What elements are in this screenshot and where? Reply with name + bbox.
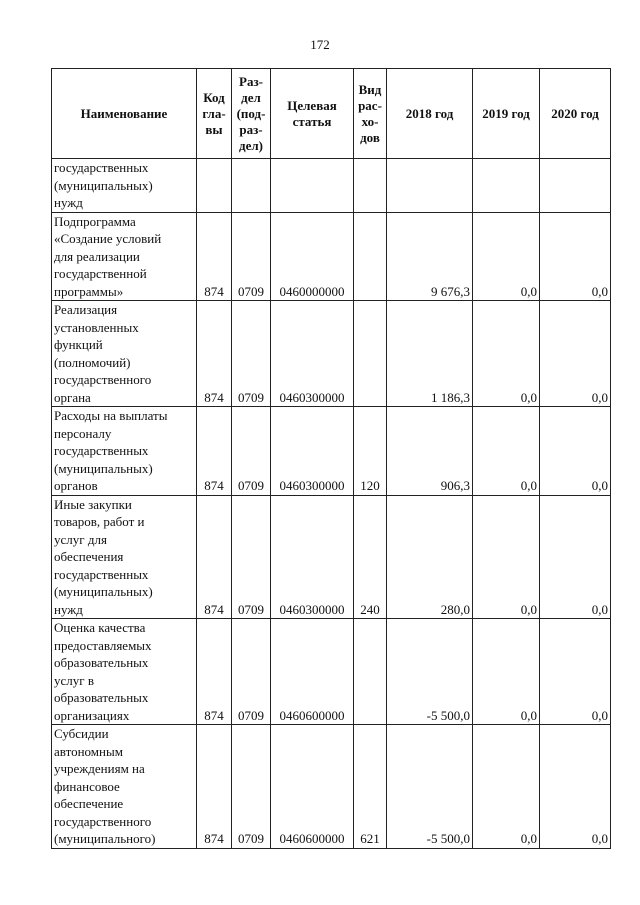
- row-name-line: программы»: [54, 283, 124, 299]
- cell-kod: 874: [197, 619, 232, 725]
- cell-y2019: 0,0: [473, 619, 540, 725]
- cell-y2020: 0,0: [540, 619, 611, 725]
- header-vid-line: хо-: [361, 113, 379, 129]
- header-vid-line: Вид: [358, 81, 382, 97]
- row-name: [52, 212, 197, 301]
- cell-kod: 874: [197, 212, 232, 301]
- cell-y2018: 906,3: [387, 407, 473, 496]
- budget-table: [51, 68, 611, 849]
- row-name-line: товаров, работ и: [54, 514, 145, 529]
- cell-razdel: 0709: [232, 301, 271, 407]
- row-name-line: «Создание условий: [54, 231, 162, 246]
- row-name-line: услуг в: [54, 672, 94, 688]
- cell-y2020: 0,0: [540, 725, 611, 849]
- header-razdel-line: дел): [239, 137, 263, 153]
- table-row: [52, 725, 611, 849]
- row-name: [52, 495, 197, 619]
- row-name-line: автономным: [54, 743, 123, 759]
- cell-kod: 874: [197, 495, 232, 619]
- cell-y2019: 0,0: [473, 212, 540, 301]
- header-kod-line: гла-: [202, 105, 226, 121]
- row-name-line: предоставляемых: [54, 637, 152, 653]
- table-row: [52, 212, 611, 301]
- header-kod-line: вы: [205, 121, 223, 137]
- row-name-line: финансовое: [54, 778, 120, 794]
- cell-razdel: 0709: [232, 619, 271, 725]
- header-razdel: [232, 69, 271, 159]
- row-name-line: Субсидии: [54, 726, 109, 741]
- header-vid-line: рас-: [358, 97, 382, 113]
- cell-razdel: 0709: [232, 495, 271, 619]
- row-name-line: государственного: [54, 813, 152, 829]
- cell-y2019: 0,0: [473, 407, 540, 496]
- row-name-line: функций: [54, 337, 103, 352]
- row-name-line: нужд: [54, 195, 83, 210]
- cell-y2019: 0,0: [473, 495, 540, 619]
- cell-y2018: -5 500,0: [387, 725, 473, 849]
- header-kod: [197, 69, 232, 159]
- row-name-line: образовательных: [54, 690, 149, 705]
- header-kod-line: Код: [203, 89, 225, 105]
- table-row: [52, 495, 611, 619]
- row-name-line: государственной: [54, 266, 147, 281]
- cell-kod: 874: [197, 301, 232, 407]
- row-name-line: установленных: [54, 319, 139, 335]
- row-name-line: Расходы на выплаты: [54, 408, 168, 423]
- row-name-line: государственных: [54, 566, 149, 582]
- header-row: [52, 69, 611, 159]
- row-name-line: (муниципального): [54, 831, 156, 846]
- cell-y2018: [387, 159, 473, 213]
- row-name-line: услуг для: [54, 531, 107, 547]
- cell-kod: 874: [197, 407, 232, 496]
- header-2020: 2020 год: [540, 69, 611, 159]
- row-name-line: обеспечение: [54, 796, 124, 811]
- header-target-line: статья: [292, 113, 332, 129]
- cell-y2020: 0,0: [540, 301, 611, 407]
- cell-y2018: 280,0: [387, 495, 473, 619]
- row-name-line: органов: [54, 478, 98, 493]
- cell-razdel: 0709: [232, 725, 271, 849]
- cell-vid: [354, 159, 387, 213]
- row-name: [52, 619, 197, 725]
- cell-y2020: 0,0: [540, 495, 611, 619]
- cell-target: 0460300000: [271, 407, 354, 496]
- row-name-line: учреждениям на: [54, 761, 145, 776]
- row-name-line: для реализации: [54, 248, 140, 264]
- table-body: [52, 159, 611, 849]
- row-name-line: (муниципальных): [54, 584, 153, 599]
- row-name-line: государственных: [54, 443, 149, 458]
- cell-kod: 874: [197, 725, 232, 849]
- cell-vid: [354, 212, 387, 301]
- cell-y2019: [473, 159, 540, 213]
- cell-razdel: [232, 159, 271, 213]
- cell-y2018: 1 186,3: [387, 301, 473, 407]
- row-name-line: государственного: [54, 372, 152, 387]
- row-name: [52, 159, 197, 213]
- cell-y2019: 0,0: [473, 725, 540, 849]
- row-name-line: (муниципальных): [54, 177, 153, 193]
- cell-target: 0460600000: [271, 619, 354, 725]
- cell-y2020: 0,0: [540, 407, 611, 496]
- cell-vid: [354, 619, 387, 725]
- cell-y2020: 0,0: [540, 212, 611, 301]
- header-vid: [354, 69, 387, 159]
- header-2019: 2019 год: [473, 69, 540, 159]
- row-name-line: органа: [54, 389, 91, 405]
- header-target: [271, 69, 354, 159]
- page-number: 172: [310, 37, 330, 52]
- row-name-line: персоналу: [54, 425, 112, 441]
- table-row: [52, 407, 611, 496]
- header-razdel-line: раз-: [239, 121, 263, 137]
- header-name: Наименование: [52, 69, 197, 159]
- table-row: [52, 301, 611, 407]
- row-name-line: Реализация: [54, 302, 118, 317]
- cell-target: 0460300000: [271, 301, 354, 407]
- cell-y2019: 0,0: [473, 301, 540, 407]
- cell-vid: 120: [354, 407, 387, 496]
- cell-razdel: 0709: [232, 212, 271, 301]
- row-name-line: Оценка качества: [54, 620, 146, 635]
- row-name-line: Иные закупки: [54, 496, 132, 512]
- cell-vid: [354, 301, 387, 407]
- table-row: [52, 619, 611, 725]
- cell-y2018: 9 676,3: [387, 212, 473, 301]
- row-name-line: обеспечения: [54, 549, 124, 564]
- cell-razdel: 0709: [232, 407, 271, 496]
- table-row: [52, 159, 611, 213]
- row-name-line: организациях: [54, 707, 130, 723]
- row-name: [52, 407, 197, 496]
- row-name-line: нужд: [54, 601, 83, 617]
- header-razdel-line: (под-: [236, 105, 266, 121]
- cell-target: 0460600000: [271, 725, 354, 849]
- cell-vid: 621: [354, 725, 387, 849]
- cell-target: [271, 159, 354, 213]
- header-target-line: Целевая: [287, 97, 337, 113]
- row-name-line: государственных: [54, 160, 149, 175]
- header-2018: 2018 год: [387, 69, 473, 159]
- row-name: [52, 725, 197, 849]
- cell-y2018: -5 500,0: [387, 619, 473, 725]
- header-razdel-line: дел: [241, 89, 261, 105]
- row-name: [52, 301, 197, 407]
- header-razdel-line: Раз-: [239, 73, 263, 89]
- row-name-line: Подпрограмма: [54, 213, 136, 229]
- cell-target: 0460000000: [271, 212, 354, 301]
- row-name-line: (муниципальных): [54, 460, 153, 476]
- cell-kod: [197, 159, 232, 213]
- row-name-line: образовательных: [54, 655, 149, 670]
- row-name-line: (полномочий): [54, 354, 131, 370]
- cell-target: 0460300000: [271, 495, 354, 619]
- header-vid-line: дов: [360, 129, 380, 145]
- cell-vid: 240: [354, 495, 387, 619]
- cell-y2020: [540, 159, 611, 213]
